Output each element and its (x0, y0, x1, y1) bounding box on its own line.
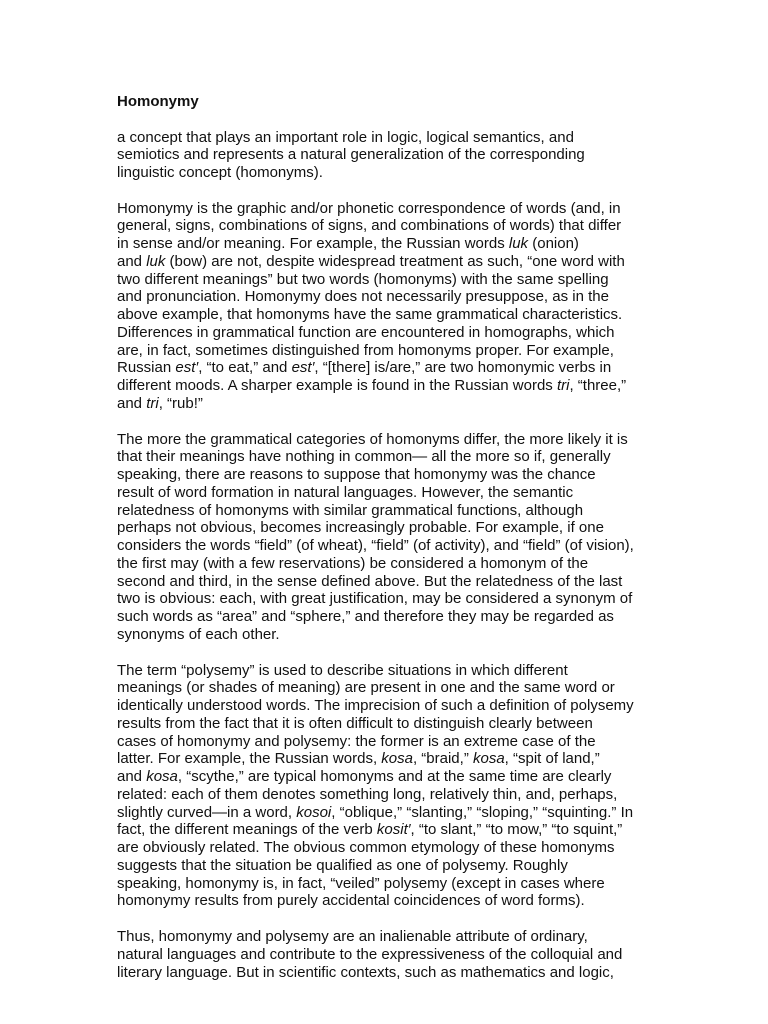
text-run: two different meanings” but two words (homonyms) with the same spelling (117, 270, 609, 288)
text-line (117, 200, 634, 218)
text-line (117, 839, 634, 857)
text-line (117, 519, 634, 537)
italic-term: kosoi (296, 803, 332, 821)
text-line (117, 555, 634, 573)
text-run: (onion) (528, 235, 579, 253)
text-run: , “rub!” (158, 395, 203, 413)
text-run: , “to eat,” and (198, 359, 292, 377)
text-line (117, 928, 634, 946)
italic-term: kosa (472, 750, 505, 768)
text-run: Thus, homonymy and polysemy are an inalienable attribute of ordinary, (117, 927, 588, 945)
text-run: , “[there] is/are,” are two homonymic verbs in (314, 359, 612, 377)
text-line (117, 359, 634, 377)
text-run: cases of homonymy and polysemy: the former is an extreme case of the (117, 732, 596, 750)
text-run: are, in fact, sometimes distinguished from homonyms proper. For example, (117, 341, 614, 359)
text-line (117, 502, 634, 520)
text-run: speaking, there are reasons to suppose that homonymy was the chance (117, 466, 596, 484)
paragraph (117, 662, 634, 911)
text-line (117, 946, 634, 964)
text-line (117, 306, 634, 324)
text-line (117, 164, 634, 182)
text-run: suggests that the situation be qualified as one of polysemy. Roughly (117, 856, 568, 874)
text-run: and pronunciation. Homonymy does not necessarily presuppose, as in the (117, 288, 609, 306)
text-run: result of word formation in natural languages. However, the semantic (117, 483, 574, 501)
text-run: above example, that homonyms have the same grammatical characteristics. (117, 306, 623, 324)
text-run: synonyms of each other. (117, 625, 280, 643)
text-line (117, 288, 634, 306)
text-line (117, 679, 634, 697)
paragraph (117, 928, 634, 981)
text-run: second and third, in the sense defined above. But the relatedness of the last (117, 572, 623, 590)
text-run: fact, the different meanings of the verb (117, 821, 377, 839)
text-line (117, 750, 634, 768)
italic-term: tri (556, 377, 570, 395)
paragraph (117, 200, 634, 413)
italic-term: tri (146, 395, 159, 413)
text-line (117, 253, 634, 271)
text-line (117, 626, 634, 644)
text-run: Russian (117, 359, 176, 377)
text-run: and (117, 395, 147, 413)
text-line (117, 821, 634, 839)
text-line (117, 768, 634, 786)
text-run: The more the grammatical categories of homonyms differ, the more likely it is (117, 430, 628, 448)
italic-term: luk (146, 252, 166, 270)
text-run: such words as “area” and “sphere,” and therefore they may be regarded as (117, 608, 614, 626)
text-run: two is obvious: each, with great justification, may be considered a synonym of (117, 590, 633, 608)
text-line (117, 892, 634, 910)
text-run: relatedness of homonyms with similar grammatical functions, although (117, 501, 584, 519)
text-run: Differences in grammatical function are encountered in homographs, which (117, 323, 615, 341)
italic-term: est′ (175, 359, 199, 377)
text-run: literary language. But in scientific contexts, such as mathematics and logic, (117, 963, 614, 981)
text-run: slightly curved—in a word, (117, 803, 297, 821)
paragraph (117, 129, 634, 182)
italic-term: luk (508, 235, 529, 253)
text-run: speaking, homonymy is, in fact, “veiled” polysemy (except in cases where (117, 874, 605, 892)
text-run: , “spit of land,” (504, 750, 600, 768)
text-run: and (117, 252, 147, 270)
text-line (117, 146, 634, 164)
text-line (117, 786, 634, 804)
document-title: Homonymy (117, 93, 199, 110)
text-run: perhaps not obvious, becomes increasingly probable. For example, if one (117, 519, 604, 537)
text-line (117, 608, 634, 626)
text-line (117, 129, 634, 147)
text-run: are obviously related. The obvious common etymology of these homonyms (117, 839, 615, 857)
text-run: homonymy results from purely accidental coincidences of word forms). (117, 892, 585, 910)
text-run: natural languages and contribute to the expressiveness of the colloquial and (117, 945, 623, 963)
text-run: meanings (or shades of meaning) are present in one and the same word or (117, 679, 615, 697)
text-run: in sense and/or meaning. For example, the Russian words (117, 235, 509, 253)
text-line (117, 342, 634, 360)
text-run: that their meanings have nothing in common— all the more so if, generally (117, 448, 611, 466)
text-run: , “to slant,” “to mow,” “to squint,” (410, 821, 623, 839)
text-line (117, 537, 634, 555)
text-line (117, 590, 634, 608)
text-run: , “braid,” (412, 750, 473, 768)
text-run: Homonymy is the graphic and/or phonetic correspondence of words (and, in (117, 199, 621, 217)
text-line (117, 377, 634, 395)
italic-term: est′ (291, 359, 315, 377)
text-run: considers the words “field” (of wheat), “field” (of activity), and “field” (of vision), (117, 537, 634, 555)
text-line (117, 484, 634, 502)
text-run: general, signs, combinations of signs, and combinations of words) that differ (117, 217, 622, 235)
text-line (117, 964, 634, 982)
text-run: the first may (with a few reservations) be considered a homonym of the (117, 554, 589, 572)
text-run: , “scythe,” are typical homonyms and at the same time are clearly (177, 768, 612, 786)
document-body (117, 129, 634, 982)
text-line (117, 466, 634, 484)
text-line (117, 573, 634, 591)
text-run: different moods. A sharper example is found in the Russian words (117, 377, 557, 395)
text-run: semiotics and represents a natural generalization of the corresponding (117, 146, 585, 164)
text-line (117, 857, 634, 875)
text-run: , “oblique,” “slanting,” “sloping,” “squinting.” In (331, 803, 634, 821)
text-line (117, 217, 634, 235)
text-run: results from the fact that it is often difficult to distinguish clearly between (117, 714, 593, 732)
document-page (117, 93, 634, 981)
text-run: linguistic concept (homonyms). (117, 164, 323, 182)
text-line (117, 395, 634, 413)
text-run: related: each of them denotes something long, relatively thin, and, perhaps, (117, 785, 618, 803)
text-line (117, 697, 634, 715)
text-run: a concept that plays an important role in logic, logical semantics, and (117, 128, 574, 146)
text-line (117, 431, 634, 449)
text-run: (bow) are not, despite widespread treatment as such, “one word with (165, 252, 625, 270)
text-line (117, 804, 634, 822)
italic-term: kosit′ (376, 821, 411, 839)
text-run: identically understood words. The imprecision of such a definition of polysemy (117, 697, 634, 715)
text-run: latter. For example, the Russian words, (117, 750, 382, 768)
text-line (117, 875, 634, 893)
text-line (117, 271, 634, 289)
italic-term: kosa (146, 768, 178, 786)
text-run: and (117, 768, 147, 786)
text-run: The term “polysemy” is used to describe situations in which different (117, 661, 568, 679)
text-line (117, 662, 634, 680)
italic-term: kosa (381, 750, 413, 768)
text-run: , “three,” (569, 377, 627, 395)
text-line (117, 715, 634, 733)
text-line (117, 235, 634, 253)
text-line (117, 324, 634, 342)
text-line (117, 733, 634, 751)
text-line (117, 448, 634, 466)
paragraph (117, 431, 634, 644)
